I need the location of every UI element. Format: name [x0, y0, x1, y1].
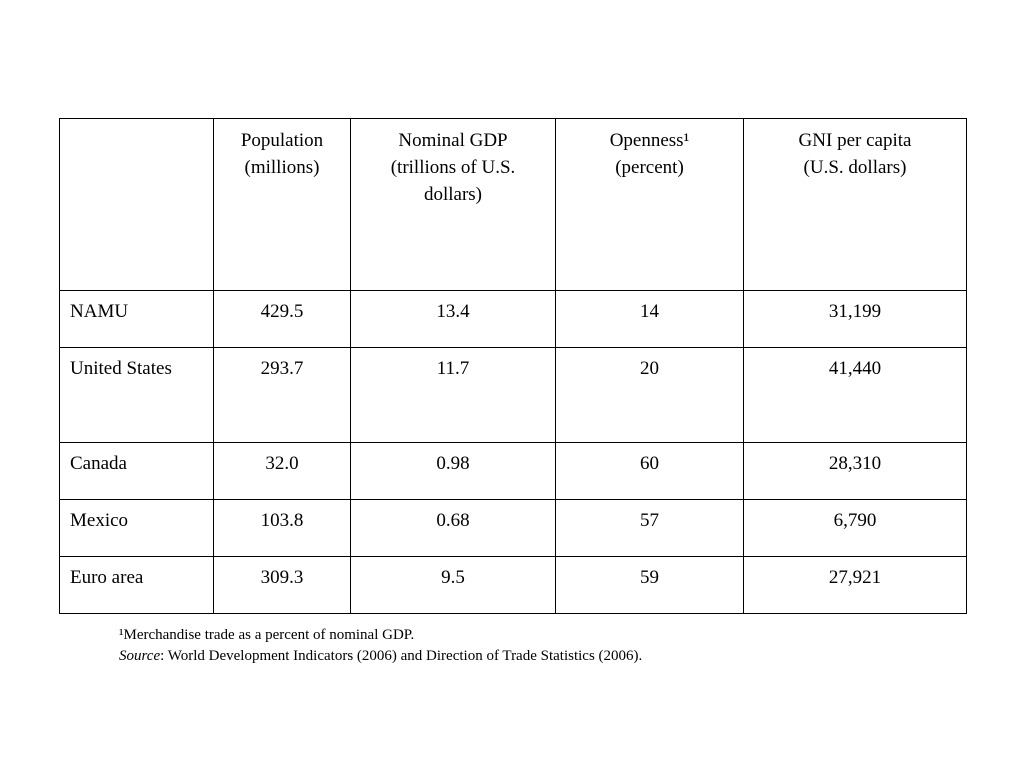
footnote-openness: ¹Merchandise trade as a percent of nominal GDP. — [119, 627, 415, 643]
table-row — [60, 557, 967, 614]
table-header-row — [60, 119, 967, 291]
header-line: (percent) — [615, 157, 684, 178]
table-cell: 0.68 — [351, 500, 556, 557]
table-cell: 103.8 — [214, 500, 351, 557]
table-cell: 293.7 — [214, 348, 351, 443]
table-cell: 309.3 — [214, 557, 351, 614]
table-cell: 27,921 — [744, 557, 967, 614]
header-line: dollars) — [423, 184, 483, 205]
table-cell: 13.4 — [351, 291, 556, 348]
table-row — [60, 291, 967, 348]
footnotes — [119, 625, 642, 667]
table-cell: 41,440 — [744, 348, 967, 443]
header-cell-population — [214, 119, 351, 291]
table-row — [60, 443, 967, 500]
table-cell: 31,199 — [744, 291, 967, 348]
table-cell: 59 — [556, 557, 744, 614]
header-cell-openness — [556, 119, 744, 291]
table-row — [60, 500, 967, 557]
table-cell: 429.5 — [214, 291, 351, 348]
row-label: Canada — [60, 443, 214, 500]
source-label: Source — [119, 648, 161, 664]
data-table — [59, 118, 967, 614]
table-cell: 32.0 — [214, 443, 351, 500]
table-cell: 28,310 — [744, 443, 967, 500]
header-cell-gni-per-capita — [744, 119, 967, 291]
footnote-source — [119, 646, 642, 667]
header-line: (trillions of U.S. — [390, 157, 516, 178]
table-cell: 14 — [556, 291, 744, 348]
header-line: Openness¹ — [609, 130, 690, 151]
header-line: (U.S. dollars) — [803, 157, 907, 178]
table-cell: 0.98 — [351, 443, 556, 500]
table-cell: 6,790 — [744, 500, 967, 557]
header-cell-blank — [60, 119, 214, 291]
header-line: Population — [240, 130, 324, 151]
header-line: GNI per capita — [798, 130, 912, 151]
header-line: Nominal GDP — [398, 130, 508, 151]
header-cell-nominal-gdp — [351, 119, 556, 291]
row-label: United States — [60, 348, 214, 443]
table-cell: 9.5 — [351, 557, 556, 614]
header-line: (millions) — [244, 157, 320, 178]
table-cell: 57 — [556, 500, 744, 557]
table-cell: 11.7 — [351, 348, 556, 443]
source-text: : World Development Indicators (2006) and Direction of Trade Statistics (2006). — [160, 648, 643, 664]
row-label: NAMU — [60, 291, 214, 348]
table-row — [60, 348, 967, 443]
row-label: Euro area — [60, 557, 214, 614]
table-cell: 60 — [556, 443, 744, 500]
row-label: Mexico — [60, 500, 214, 557]
table-cell: 20 — [556, 348, 744, 443]
